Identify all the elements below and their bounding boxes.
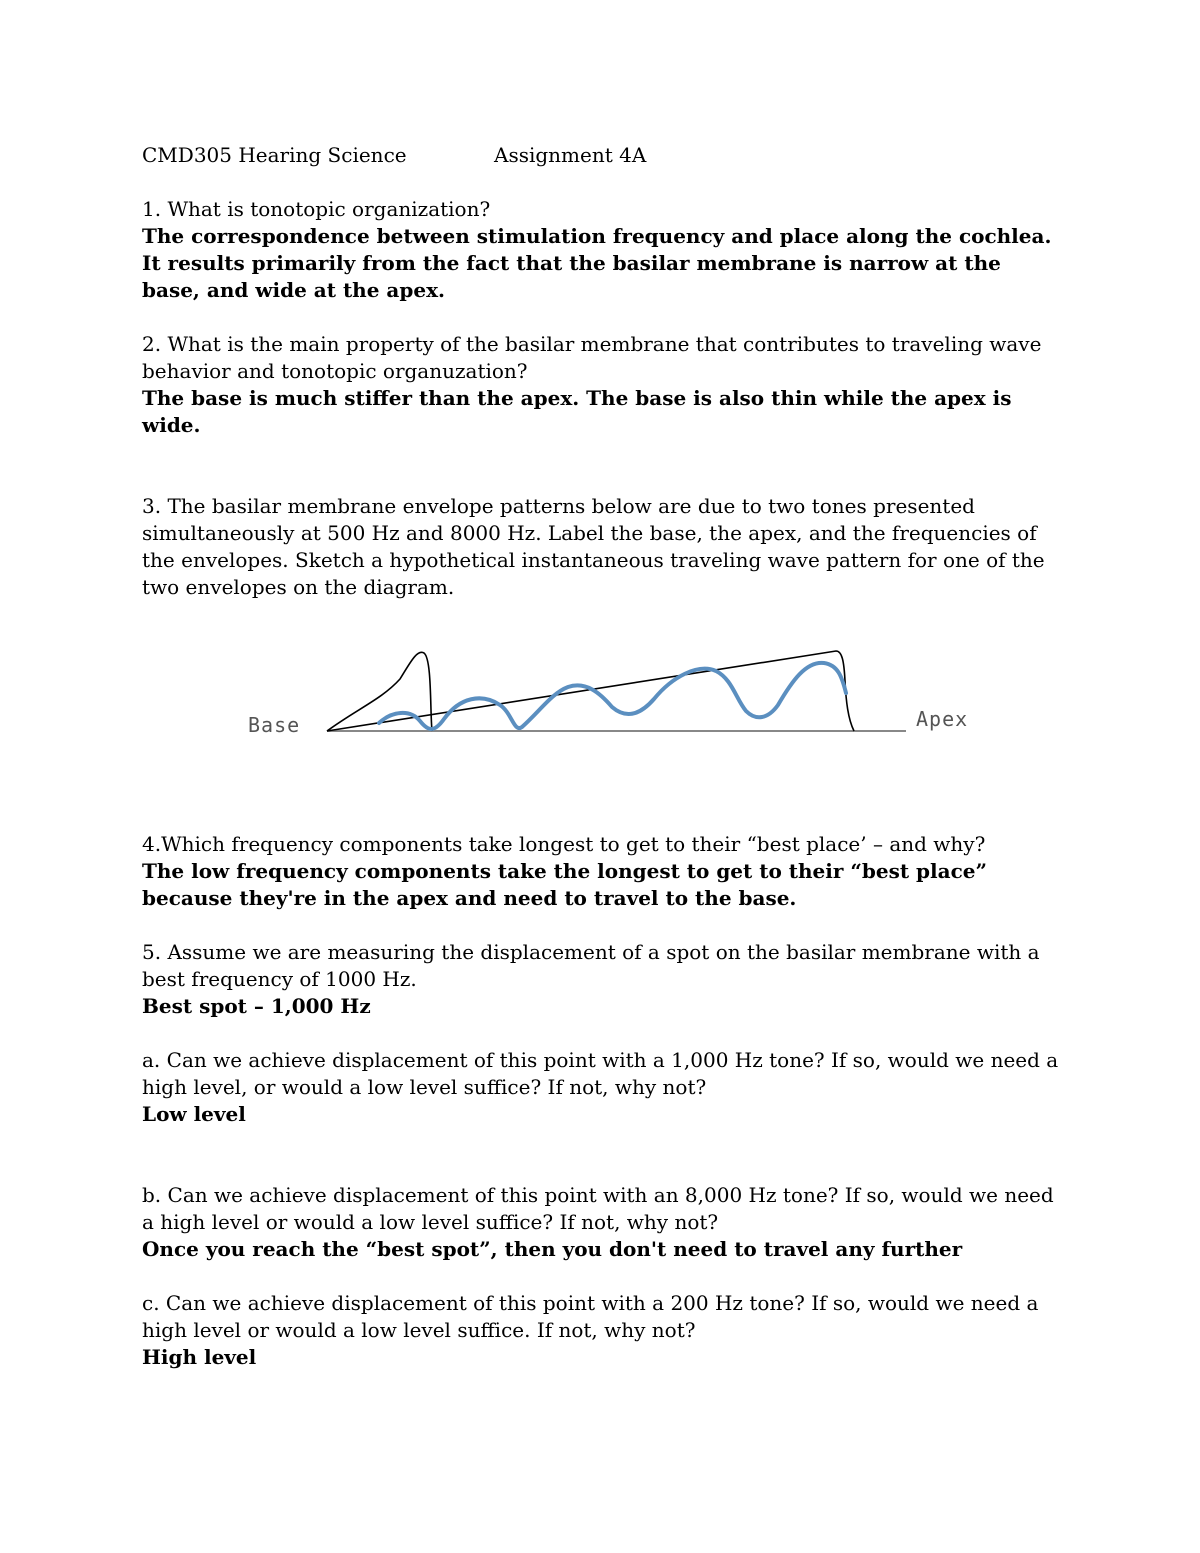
apex-label: Apex: [916, 707, 969, 731]
q3-question: 3. The basilar membrane envelope patterns below are due to two tones presented simultaneously at 500 Hz and 8000 Hz. Label the base, the apex, and the frequencies of the envelopes. Sketch a hypothetical instantaneous traveling wave pattern for one of the two envelopes on the diagram.: [142, 494, 1045, 599]
q5b-question: b. Can we achieve displacement of this point with an 8,000 Hz tone? If so, would we need a high level or would a low level suffice? If not, why not?: [142, 1183, 1054, 1234]
document-header: [142, 142, 1062, 169]
q5a-question: a. Can we achieve displacement of this point with a 1,000 Hz tone? If so, would we need a high level, or would a low level suffice? If not, why not?: [142, 1048, 1059, 1099]
assignment-title: Assignment 4A: [494, 143, 647, 167]
q2-question: 2. What is the main property of the basilar membrane that contributes to traveling wave behavior and tonotopic organuzation?: [142, 332, 1042, 383]
q5-answer: Best spot – 1,000 Hz: [142, 994, 371, 1018]
q5b-answer: Once you reach the “best spot”, then you don't need to travel any further: [142, 1237, 963, 1261]
q5c-answer: High level: [142, 1345, 257, 1369]
q2-answer: The base is much stiffer than the apex. The base is also thin while the apex is wide.: [142, 386, 1012, 437]
q4-answer: The low frequency components take the longest to get to their “best place” because they're in the apex and need to travel to the base.: [142, 859, 987, 910]
q5c-question: c. Can we achieve displacement of this point with a 200 Hz tone? If so, would we need a high level or would a low level suffice. If not, why not?: [142, 1291, 1039, 1342]
low-frequency-envelope: [327, 651, 854, 731]
q5a-answer: Low level: [142, 1102, 246, 1126]
q1-answer: The correspondence between stimulation frequency and place along the cochlea. It results primarily from the fact that the basilar membrane is narrow at the base, and wide at the apex.: [142, 224, 1052, 302]
q5-question: 5. Assume we are measuring the displacement of a spot on the basilar membrane with a best frequency of 1000 Hz.: [142, 940, 1040, 991]
q4-question: 4.Which frequency components take longest to get to their “best place’ – and why?: [142, 832, 986, 856]
traveling-wave-sketch: [379, 663, 846, 729]
course-title: CMD305 Hearing Science: [142, 143, 407, 167]
document-page: [142, 142, 1062, 1371]
basilar-membrane-diagram: [142, 601, 1062, 831]
base-label: Base: [248, 713, 301, 737]
q1-question: 1. What is tonotopic organization?: [142, 197, 491, 221]
